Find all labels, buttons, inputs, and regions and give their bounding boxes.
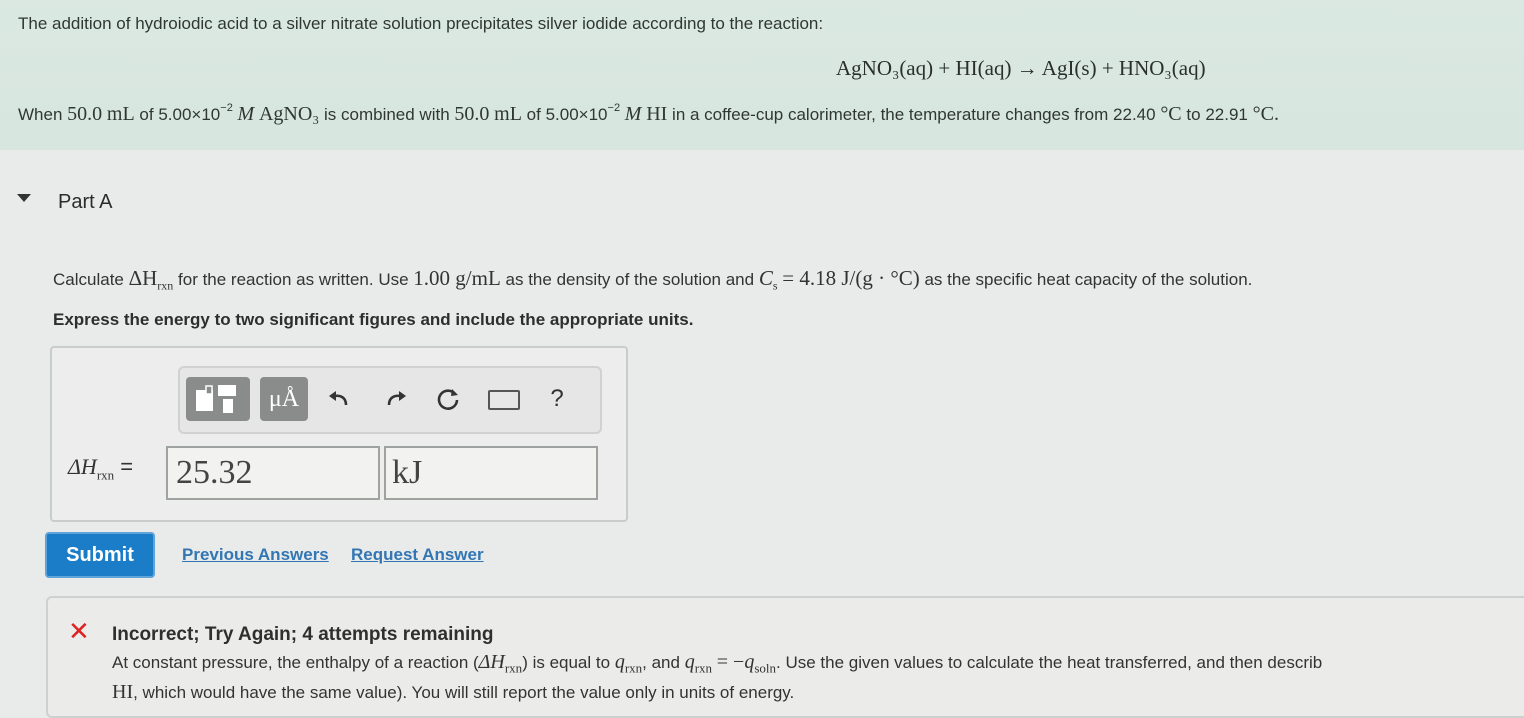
feedback-panel	[46, 596, 1524, 718]
request-answer-link[interactable]: Request Answer	[351, 545, 484, 564]
part-title: Part A	[58, 191, 113, 213]
templates-icon	[186, 377, 250, 421]
question-text: Calculate $\Delta H_{rxn}$ for the reaction as written. Use 1.00 g/mL as the density of the solution and $C_s = 4.18$ J/(g · °C) as the specific heat capacity of the solution.	[53, 266, 1253, 293]
previous-answers-link[interactable]: Previous Answers	[182, 545, 329, 564]
delta-h-label: $\Delta H_{rxn}$ =	[68, 454, 134, 483]
instruction-text: Express the energy to two significant figures and include the appropriate units.	[53, 310, 694, 329]
part-a-header[interactable]	[0, 172, 1524, 232]
redo-icon[interactable]	[383, 386, 409, 412]
units-button[interactable]: μÅ	[260, 377, 308, 421]
intro-sentence: The addition of hydroiodic acid to a silver nitrate solution precipitates silver iodide according to the reaction:	[18, 14, 824, 33]
feedback-title: Incorrect; Try Again; 4 attempts remaining	[112, 624, 494, 645]
keyboard-icon[interactable]	[486, 386, 518, 412]
math-toolbar	[178, 366, 602, 434]
unit-input[interactable]: kJ	[384, 446, 598, 500]
caret-down-icon[interactable]	[17, 194, 31, 202]
value-input[interactable]: 25.32	[166, 446, 380, 500]
submit-button[interactable]: Submit	[45, 532, 155, 578]
problem-intro	[0, 0, 1524, 150]
undo-icon[interactable]	[326, 386, 352, 412]
error-x-icon: ✕	[68, 616, 90, 646]
feedback-text: At constant pressure, the enthalpy of a reaction $(\Delta H_{rxn})$ is equal to $q_{rxn}$, and $q_{rxn} = -q_{soln}$. Use the given values to calculate the heat transferred, and then describ HI, which would have the same value). You will still report the value only in units of energy.	[112, 651, 1323, 704]
templates-button[interactable]	[186, 377, 250, 421]
intro-conditions: When 50.0 mL of $5.00\times 10^{-2}$ M AgNO₃ is combined with 50.0 mL of $5.00\times 10^{-2}$ M HI in a coffee-cup calorimeter, the temperature changes from 22.40 °C to 22.91 °C.	[18, 102, 1279, 125]
reset-icon[interactable]	[435, 386, 461, 412]
help-icon[interactable]: ?	[550, 385, 564, 412]
answer-box	[50, 346, 628, 522]
reaction-equation: AgNO₃(aq) + HI(aq) → AgI(s) + HNO₃(aq)	[836, 56, 1206, 80]
